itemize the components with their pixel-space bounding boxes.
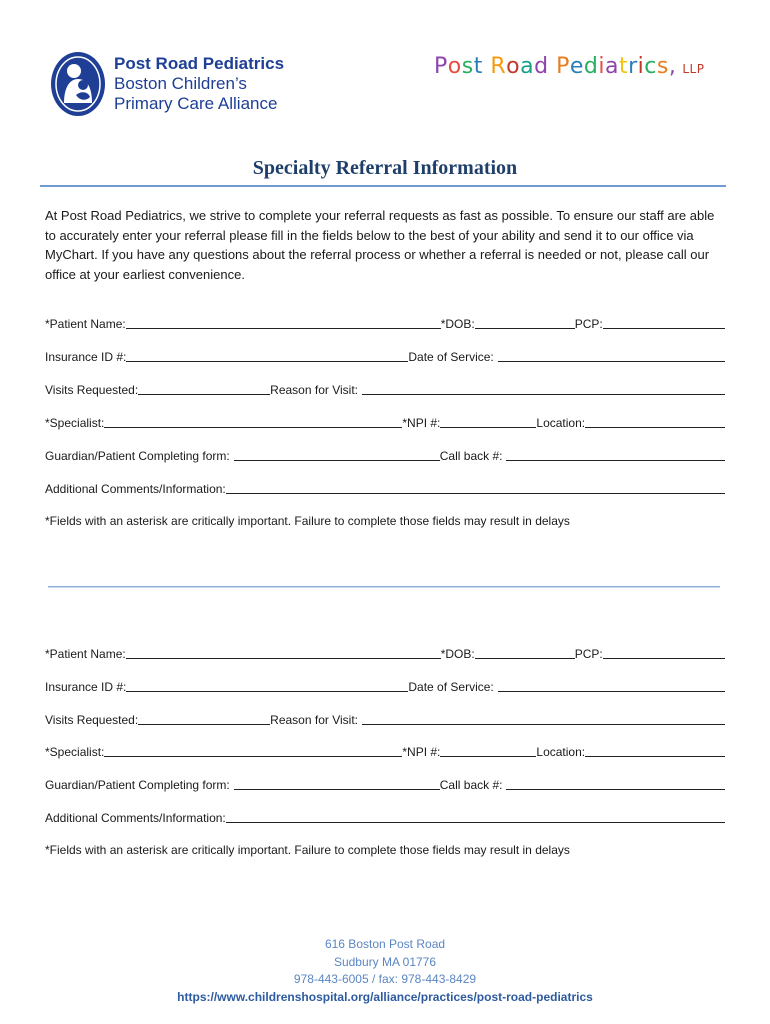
call-back-field[interactable] <box>506 777 725 790</box>
patient-name-label: *Patient Name: <box>45 317 126 331</box>
insurance-id-label: Insurance ID #: <box>45 680 127 694</box>
footer-phone: 978-443-6005 / fax: 978-443-8429 <box>293 972 477 986</box>
pcp-field[interactable] <box>603 646 725 659</box>
row-insurance <box>45 679 725 694</box>
reason-for-visit-field[interactable] <box>362 382 725 395</box>
comments-label: Additional Comments/Information: <box>45 811 226 825</box>
footer <box>0 936 770 1006</box>
row-patient <box>45 316 725 331</box>
row-insurance <box>45 349 725 364</box>
pcp-label: PCP: <box>574 647 603 661</box>
visits-requested-label: Visits Requested: <box>45 713 139 727</box>
visits-requested-field[interactable] <box>138 382 270 395</box>
page-title: Specialty Referral Information <box>252 157 518 179</box>
specialist-field[interactable] <box>104 415 402 428</box>
npi-label: *NPI #: <box>402 416 441 430</box>
section-divider <box>48 586 720 587</box>
logo-line-1: Post Road Pediatrics <box>114 54 285 73</box>
location-field[interactable] <box>585 744 725 757</box>
post-road-pediatrics-logo <box>50 48 284 120</box>
logo-line-2: Boston Children’s <box>114 74 247 93</box>
date-of-service-label: Date of Service: <box>408 350 494 364</box>
location-field[interactable] <box>585 415 725 428</box>
guardian-field[interactable] <box>234 448 440 461</box>
date-of-service-label: Date of Service: <box>408 680 494 694</box>
logo-line-3: Primary Care Alliance <box>114 94 278 113</box>
logo-right-text: Post Road Pediatrics, <box>434 54 677 79</box>
row-specialist <box>45 415 725 430</box>
row-visits <box>45 712 725 727</box>
date-of-service-field[interactable] <box>498 679 725 692</box>
insurance-id-field[interactable] <box>126 349 408 362</box>
row-visits <box>45 382 725 397</box>
asterisk-note: *Fields with an asterisk are critically important. Failure to complete those fields may result in delays <box>45 514 570 528</box>
insurance-id-field[interactable] <box>126 679 408 692</box>
footer-city: Sudbury MA 01776 <box>333 954 437 969</box>
intro-paragraph: At Post Road Pediatrics, we strive to complete your referral requests as fast as possible. To ensure our staff are able to accurately enter your referral please fill in the fields below to the best of your ability and send it to our office via MyChart. If you have any questions about the referral process or whether a referral is needed or not, please call our office at your earliest convenience. <box>45 208 715 282</box>
mother-child-emblem-icon <box>50 51 106 117</box>
visits-requested-field[interactable] <box>138 712 270 725</box>
post-road-pediatrics-llp-logo <box>434 54 704 79</box>
insurance-id-label: Insurance ID #: <box>45 350 127 364</box>
patient-name-field[interactable] <box>126 316 441 329</box>
location-label: Location: <box>536 745 586 759</box>
reason-for-visit-label: Reason for Visit: <box>270 713 358 727</box>
call-back-label: Call back #: <box>439 449 503 463</box>
patient-name-label: *Patient Name: <box>45 647 126 661</box>
logo-right-suffix: LLP <box>682 62 705 76</box>
dob-field[interactable] <box>475 646 575 659</box>
guardian-field[interactable] <box>234 777 440 790</box>
specialist-label: *Specialist: <box>45 745 105 759</box>
specialist-label: *Specialist: <box>45 416 105 430</box>
row-guardian <box>45 777 725 792</box>
row-comments <box>45 810 725 825</box>
asterisk-note: *Fields with an asterisk are critically important. Failure to complete those fields may result in delays <box>45 843 570 857</box>
row-patient <box>45 646 725 661</box>
guardian-label: Guardian/Patient Completing form: <box>45 778 230 792</box>
dob-label: *DOB: <box>440 647 475 661</box>
row-guardian <box>45 448 725 463</box>
reason-for-visit-label: Reason for Visit: <box>270 383 358 397</box>
pcp-label: PCP: <box>574 317 603 331</box>
call-back-field[interactable] <box>506 448 725 461</box>
location-label: Location: <box>536 416 586 430</box>
guardian-label: Guardian/Patient Completing form: <box>45 449 230 463</box>
reason-for-visit-field[interactable] <box>362 712 725 725</box>
row-specialist <box>45 744 725 759</box>
title-divider <box>40 185 726 187</box>
call-back-label: Call back #: <box>439 778 503 792</box>
comments-field[interactable] <box>226 481 725 494</box>
row-comments <box>45 481 725 496</box>
npi-field[interactable] <box>440 744 536 757</box>
dob-label: *DOB: <box>440 317 475 331</box>
patient-name-field[interactable] <box>126 646 441 659</box>
footer-address: 616 Boston Post Road <box>324 937 446 951</box>
comments-label: Additional Comments/Information: <box>45 482 226 496</box>
date-of-service-field[interactable] <box>498 349 725 362</box>
specialist-field[interactable] <box>104 744 402 757</box>
pcp-field[interactable] <box>603 316 725 329</box>
visits-requested-label: Visits Requested: <box>45 383 139 397</box>
npi-field[interactable] <box>440 415 536 428</box>
comments-field[interactable] <box>226 810 725 823</box>
dob-field[interactable] <box>475 316 575 329</box>
npi-label: *NPI #: <box>402 745 441 759</box>
footer-website-link[interactable]: https://www.childrenshospital.org/alliance/practices/post-road-pediatrics <box>177 989 593 1004</box>
